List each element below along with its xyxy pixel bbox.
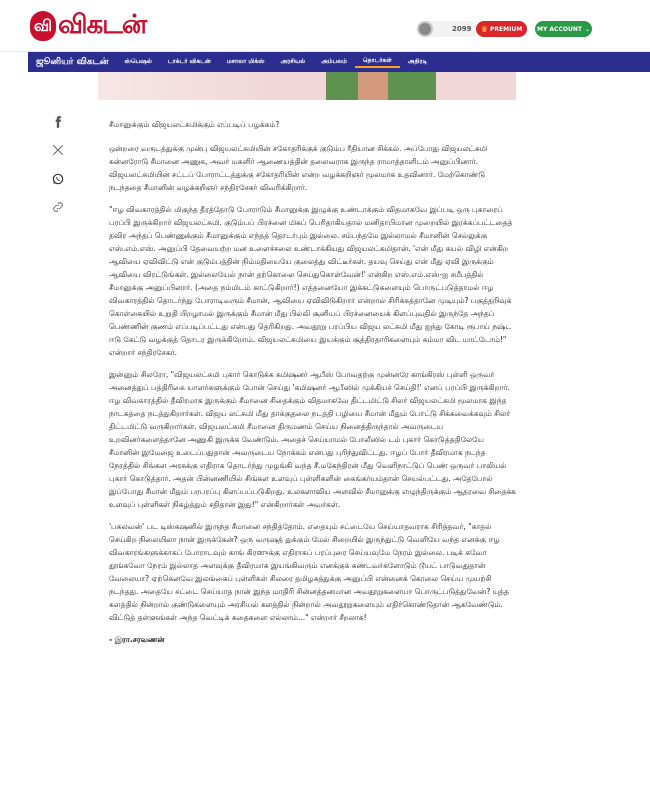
crown-icon: ♛ (480, 24, 488, 34)
nav-item-special[interactable]: ஸ்பெஷல் (124, 58, 152, 65)
article-paragraph: ஒன்றரை வருடத்துக்கு முன்பு விஜயலட்சுமியின் சகோதரிக்குக் குடும்ப ரீதியான சிக்கல். அப்போது விஜயலட்சுமி கன்னரோடு சீமானை அணுக, அவர் மகளிர் ஆணையத்தின் தலைவராக இருந்த ராமாத்தாளிடம் அனுப்பினார். விஜயலட்சுமியின் சட்டப் போராட்டத்துக்கு சகோதரியின் என்ற வழக்கறிஞர் மூலமாக உதவினார். மேற்கொண்டு நடந்ததை சீமானின் வழக்கறிஞர் சந்திரசேகர் விவரிக்கிறார். (109, 144, 488, 192)
article-author: - இரா.சரவணன் (109, 635, 165, 644)
top-header (0, 0, 650, 52)
premium-button[interactable] (476, 21, 527, 37)
link-icon (51, 200, 65, 214)
logo-text: விகடன் (58, 9, 147, 40)
logo-mark: வி (30, 11, 56, 41)
whatsapp-share-button[interactable] (48, 169, 68, 189)
chevron-down-icon: ⌄ (584, 25, 590, 33)
premium-label: PREMIUM (490, 25, 523, 33)
article-paragraph: "ஈழ விவகாரத்தில் மிகுந்த தீரத்தோடு போராடும் சீமானுக்கு இழுக்கு உண்டாக்கும் விதமாகவே இப்படி ஒரு புகாரைப் பரப்பி இருக்கிறார் விஜயலட்சுமி. குடும்பப் பிரச்னை மிகப் பெரிதாகியதால் மனிதாபிமான முறையில் இரக்கப்பட்டதைத் தவிர அந்தப் பெண்ணுக்கும் சீமானுக்கும் எந்தத் தொடர்பும் இல்லை. சம்பந்தமே இல்லாமல் சீமானின் செல்லுக்கு எஸ்.எம்.எஸ். அனுப்பி தேவையற்ற மன உளைச்சலை உண்டாக்கியது விஜயலட்சுமிதான். 'என் மீது கயல் விழி என்கிற ஆவியை ஏவிவிட்டு என் குடும்பத்தின் நிம்மதியையே குலைத்து விட்டீர்கள். தயவு செய்து என் மீது ஏவி இருக்கும் ஆவியை விரட்டுங்கள். இல்லையேல் நான் தற்கொலை செய்துகொள்வேன்!' என்கிற எஸ்.எம்.எஸ்-ஐ சமீபத்தில் சீமானுக்கு அனுப்பினார். (அதை நம்மிடம் காட்டுகிறார்!) எத்தனையோ இக்கட்டுகளையும் பொருட்படுத்தாமல் ஈழ விவகாரத்தில் தொடர்ந்து போராடிவரும் சீமான், ஆவியை ஏவிவிடுகிறார் என்றால் சிரிக்கத்தானே முடியும்? பகுத்தறிவுக் கொள்கையில் உறுதி பிறழாமல் இருக்கும் சீமான் மீது பில்லி சூனியப் பிரச்னையைக் கிளப்புவதில் இருந்தே அந்தப் பெண்ணின் குணம் எப்படிப்பட்டது என்பது தெரிகிறது. அவதூறு பரப்பிய விஜய லட்சுமி மீது ஐந்து கோடி ரூபாய் நஷ்ட ஈடு கேட்டு வழக்குத் தொடர இருக்கிறோம். விஜயலட்சுமியை இயக்கும் சூத்திரதாரிகளையும் சும்மா விட மாட்டோம்!" என்றார் சந்திரசேகர். (109, 205, 513, 357)
article-paragraph: 'பகலவன்' பட டிஸ்கஷனில் இருந்த சீமானை சந்தித்தோம். எதையும் சட்டையே செய்யாதவராக சிரித்தவர், "காதல் செய்கிற நிலையிலா நான் இருக்கேன்? ஒரு வருஷத் துக்கும் மேல் சிறையில் இருந்துட்டு வெளியே வந்த எனக்கு ஈழ விவகாரங்களுக்காகப் போராடவும் காங் கிரஸுக்கு எதிராகப் பரப்புரை செய்யவுமே நேரம் இல்லை. படிக் கவோ தூங்கவோ நேரம் இல்லாத அளவுக்கு தீவிரமாக இயங்கிவரும் எனக்குக் கண்டவர்களோடும் டூயட் பாடுவதுதான் வேலையா? ஏற்கெனவே இலங்கைப் புள்ளிகள் சிலரை தமிழகத்துக்கு அனுப்பி என்னைக் கொலை செய்ய முயற்சி நடந்தது. அதையே சட்டை செய்யாத நான் இந்த மாதிரி சின்னத்தனமான அவதூறுகளையா பொருட்படுத்துவேன்? யுத்த களத்தில் நின்றால் குண்டுகளையும் அரசியல் களத்தில் நின்றால் அவதூறுகளையும் எதிர்கொண்டுதான் ஆகவேண்டும். விட்டுத் தள்ளுங்கள் அந்த வெட்டிக் கதைகளை எல்லாம்..." என்றார் சீறலாக! (109, 522, 509, 622)
coin-icon (417, 21, 433, 37)
section-nav (28, 52, 650, 72)
coins-badge[interactable] (417, 21, 477, 37)
nav-item-ambalam[interactable]: அம்பலம் (321, 58, 347, 65)
my-account-button[interactable] (535, 21, 592, 37)
nav-item-doctor-vikatan[interactable]: டாக்டர் விகடன் (167, 58, 211, 65)
nav-brand[interactable]: ஜூனியர் விகடன் (36, 56, 109, 67)
coins-count: 2099 (452, 25, 472, 33)
article-paragraph: இன்னும் சிலரோ, "விஜயலட்சுமி புகார் கொடுக்க கமிஷனர் ஆபீஸ் போவதற்கு முன்னரே காங்கிரஸ் புள்ளி ஒருவர் அனைத்துப் பத்திரிகை யாளர்களுக்கும் போன் செய்து 'கமிஷனர் ஆபீஸில் முக்கியச் செய்தி!' எனப் பரப்பி இருக்கிறார். ஈழ விவகாரத்தில் தீவிரமாக இருக்கும் சீமானை சிதைக்கும் விதமாகவே திட்டமிட்டு சிலர் விஜயலட்சுமி மூலமாக இந்த நாடகத்தை நடத்துகிறார்கள். விஜய லட்சுமி மீது தாக்குதலை நடத்தி பழியை சீமான் மீதும் போட்டு சிக்கவைக்கவும் சிலர் திட்டமிட்டு வருகிறார்கள். விஜயலட்சுமி சீமானை திருமணம் செய்ய நினைத்திருந்தால் அவருடைய உறவினர்களைத்தானே அணுகி இருக்க வேண்டும். அதைச் செய்யாமல் போலீஸில் டம் புகார் கொடுத்ததிலேயே சீமானின் இமேஜை உடைப்பதுதான் அவருடைய நோக்கம் என்பது புரிந்துவிட்டது. ஈழப் போர் தீவிரமாக நடந்த நேரத்தில் சிங்கள அரசுக்கு எதிராக தொடர்ந்து முழங்கி வந்த சீ.மகேந்திரன் மீது வெளிநாட்டுப் பெண் ஒருவர் பாலியல் புகார் கொடுத்தார். அதன் பின்னணியில் சிங்கள உளவுப் புள்ளிகளின் கைங்கர்யம்தான் செயல்பட்டது. அதேபோல் இப்போது சீமான் மீதும் பரபரப்பு கிளப்பப்படுகிறது. உலகளாவிய அளவில் சீமானுக்கு எழுந்திருக்கும் ஆதரவை சிதைக்க உளவுப் புள்ளிகள் நிகழ்த்தும் சதிதான் இது!" என்கிறார்கள் அவர்கள். (109, 370, 516, 509)
x-twitter-icon (51, 143, 65, 157)
facebook-share-button[interactable] (48, 112, 68, 132)
nav-item-masala-mix[interactable]: மசாலா மிக்ஸ் (226, 58, 265, 65)
account-label: MY ACCOUNT (537, 25, 582, 33)
article-body (109, 118, 516, 655)
hero-overlay (98, 72, 516, 100)
article-hero-image (98, 72, 516, 100)
facebook-icon (51, 115, 65, 129)
nav-item-politics[interactable]: அரசியல் (280, 58, 306, 65)
article-paragraph: சீமானுக்கும் விஜயலட்சுமிக்கும் எப்படிப் பழக்கம்? (109, 120, 280, 129)
copy-link-button[interactable] (48, 197, 68, 217)
nav-item-athiradi[interactable]: அதிரடி (407, 58, 428, 65)
whatsapp-icon (51, 172, 65, 186)
vikatan-logo[interactable] (30, 9, 146, 43)
x-share-button[interactable] (48, 140, 68, 160)
nav-item-series[interactable]: தொடர்கள் (355, 57, 400, 68)
